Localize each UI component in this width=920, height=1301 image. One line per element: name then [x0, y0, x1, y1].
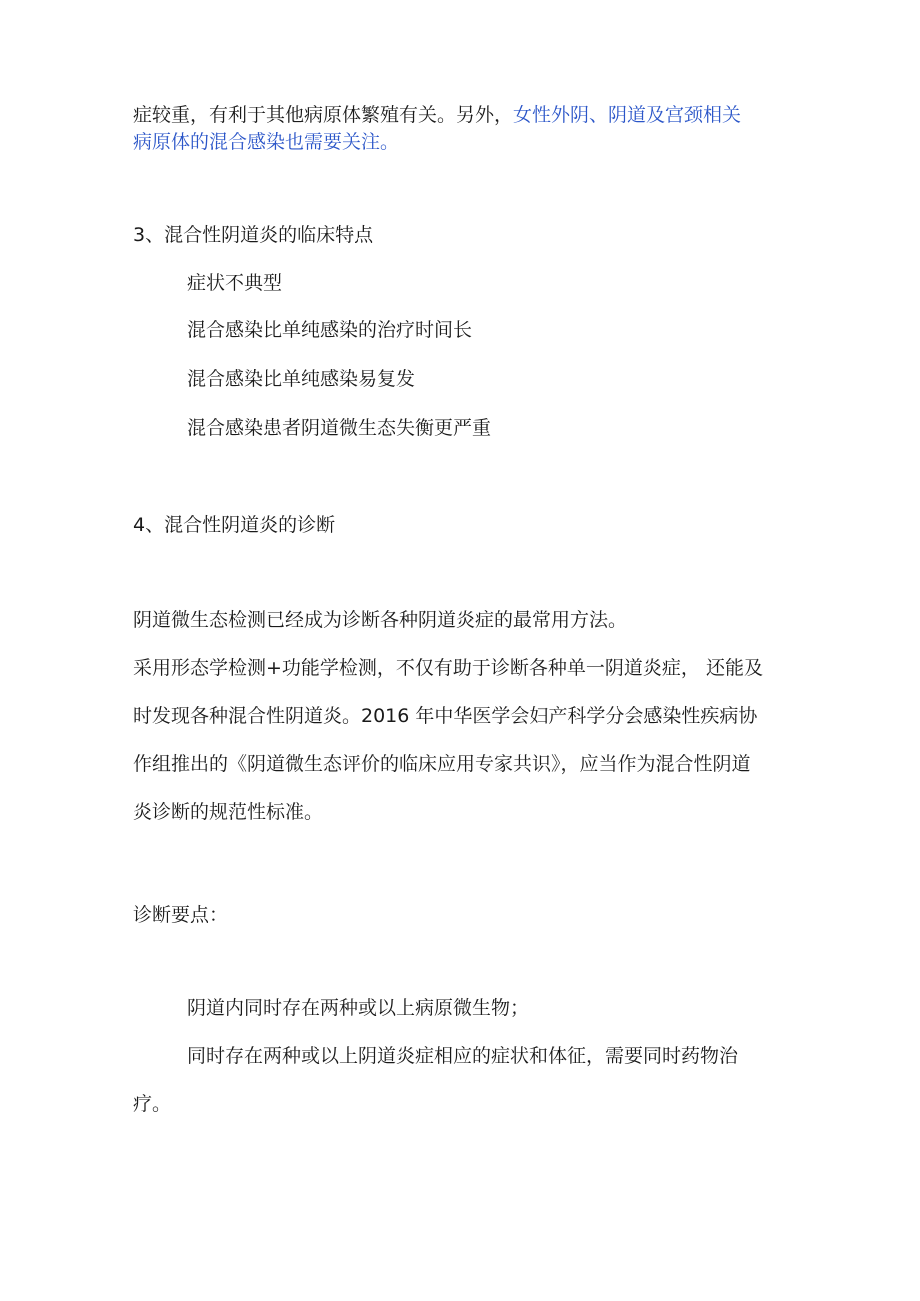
intro-link-part-1[interactable]: 女性外阴、阴道及宫颈相关: [513, 104, 742, 126]
section-3-item-4: 混合感染患者阴道微生态失衡更严重: [187, 417, 492, 439]
section-3-item-3: 混合感染比单纯感染易复发: [187, 368, 416, 390]
section-4-paragraph-2-line-3: 作组推出的《阴道微生态评价的临床应用专家共识》，应当作为混合性阴道: [133, 753, 751, 775]
section-4-heading: 4、混合性阴道炎的诊断: [133, 514, 336, 536]
section-4-paragraph-1: 阴道微生态检测已经成为诊断各种阴道炎症的最常用方法。: [133, 609, 628, 631]
intro-line-1: [133, 102, 741, 128]
section-3-item-1: 症状不典型: [187, 272, 283, 294]
key-point-2: 同时存在两种或以上阴道炎症相应的症状和体征，需要同时药物治: [187, 1045, 739, 1067]
key-point-2-continuation: 疗。: [133, 1093, 172, 1115]
intro-link-part-2[interactable]: 病原体的混合感染也需要关注。: [133, 131, 400, 153]
intro-line-2: [133, 129, 399, 155]
intro-text: 症较重，有利于其他病原体繁殖有关。另外，: [133, 104, 514, 126]
key-point-1: 阴道内同时存在两种或以上病原微生物；: [187, 997, 530, 1019]
section-4-paragraph-2-line-4: 炎诊断的规范性标准。: [133, 801, 324, 823]
section-4-paragraph-2-line-1: 采用形态学检测+功能学检测，不仅有助于诊断各种单一阴道炎症， 还能及: [133, 657, 763, 679]
section-3-item-2: 混合感染比单纯感染的治疗时间长: [187, 319, 473, 341]
key-points-heading: 诊断要点：: [133, 904, 229, 926]
section-3-heading: 3、混合性阴道炎的临床特点: [133, 224, 374, 246]
section-4-paragraph-2-line-2: 时发现各种混合性阴道炎。2016 年中华医学会妇产科学分会感染性疾病协: [133, 705, 758, 727]
